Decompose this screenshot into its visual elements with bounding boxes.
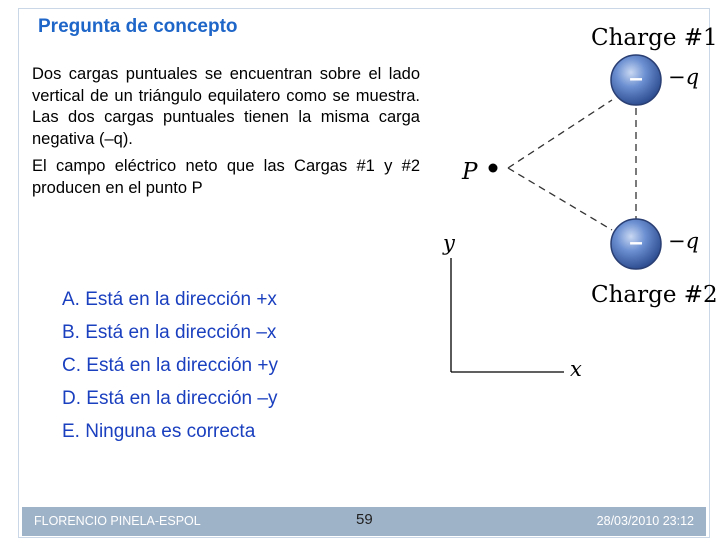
triangle-side-bottom bbox=[508, 168, 612, 230]
slide-footer bbox=[22, 507, 706, 536]
option-b[interactable]: B. Está en la dirección –x bbox=[62, 322, 277, 343]
y-axis-label: y bbox=[443, 231, 455, 255]
charge2-value: −q bbox=[668, 229, 700, 253]
option-d[interactable]: D. Está en la dirección –y bbox=[62, 388, 278, 409]
triangle-side-top bbox=[508, 100, 612, 168]
question-paragraph-1: Dos cargas puntuales se encuentran sobre el lado vertical de un triángulo equilatero como se muestra. Las dos cargas puntuales tienen la misma carga negativa (–q). bbox=[32, 65, 420, 148]
option-c[interactable]: C. Está en la dirección +y bbox=[62, 355, 278, 376]
point-p-dot bbox=[489, 164, 498, 173]
slide-title: Pregunta de concepto bbox=[38, 16, 238, 37]
point-p-label: P bbox=[462, 159, 478, 185]
question-paragraph-2: El campo eléctrico neto que las Cargas #1 y #2 producen en el punto P bbox=[32, 157, 420, 197]
charge1-value: −q bbox=[668, 65, 700, 89]
footer-date: 28/03/2010 23:12 bbox=[596, 514, 694, 528]
footer-page-number: 59 bbox=[356, 511, 373, 528]
charge1-label: Charge #1 bbox=[591, 25, 718, 51]
option-e[interactable]: E. Ninguna es correcta bbox=[62, 421, 256, 442]
option-a[interactable]: A. Está en la dirección +x bbox=[62, 289, 277, 310]
footer-author: FLORENCIO PINELA-ESPOL bbox=[34, 514, 201, 528]
charge1-sign: – bbox=[629, 65, 643, 92]
x-axis-label: x bbox=[570, 357, 582, 381]
charge2-label: Charge #2 bbox=[591, 282, 718, 308]
charge2-sign: – bbox=[629, 229, 643, 256]
